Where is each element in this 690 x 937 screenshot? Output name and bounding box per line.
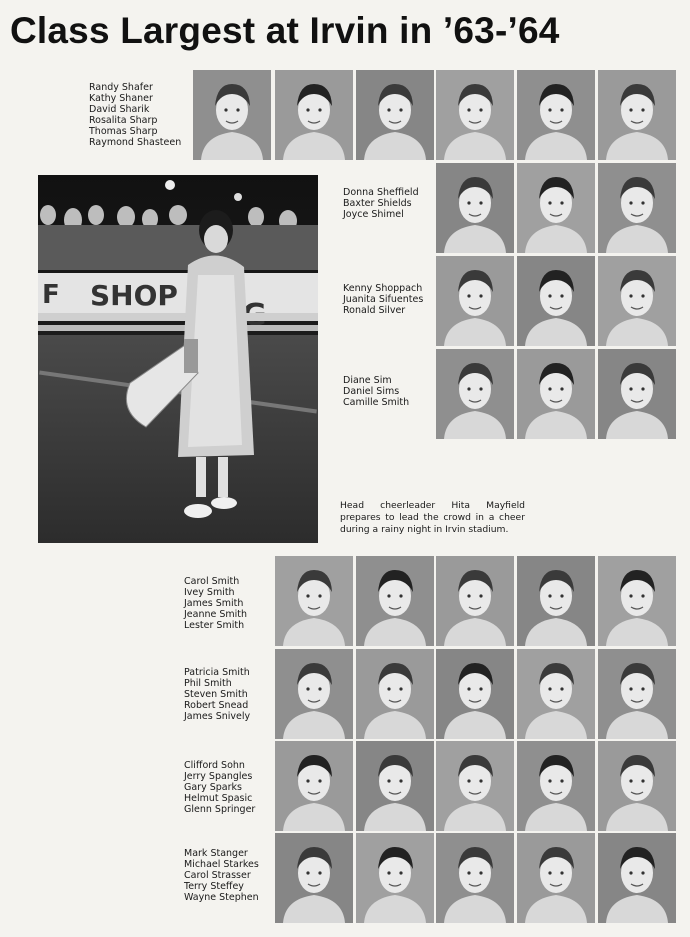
student-name: Baxter Shields [343,197,412,209]
student-name: Donna Sheffield [343,187,419,198]
student-name: Raymond Shasteen [89,136,182,148]
student-name: Wayne Stephen [184,891,259,903]
student-portrait [517,833,595,923]
student-name: Diane Sim [343,375,392,386]
student-name: David Sharik [89,103,150,115]
student-portrait [436,649,514,739]
student-name: Jerry Spangles [184,770,253,782]
student-portrait [436,556,514,646]
student-name: Camille Smith [343,396,410,408]
student-portrait [275,649,353,739]
student-name: Ivey Smith [184,586,235,598]
student-portrait [517,649,595,739]
student-name: Daniel Sims [343,385,400,397]
cheerleader-photo [38,175,318,543]
student-name: Phil Smith [184,677,232,689]
student-portrait [598,649,676,739]
student-portrait [436,70,514,160]
student-name: Juanita Sifuentes [343,293,424,305]
student-portrait [517,70,595,160]
student-portrait [598,163,676,253]
name-list-row1 [89,83,181,148]
student-name: Steven Smith [184,688,248,700]
name-list-row4 [343,376,409,409]
student-name: Glenn Springer [184,803,256,815]
student-name: Helmut Spasic [184,792,253,804]
student-portrait [598,556,676,646]
student-name: Kathy Shaner [89,92,153,104]
student-portrait [275,556,353,646]
student-name: Mark Stanger [184,848,248,859]
student-portrait [356,649,434,739]
student-portrait [356,741,434,831]
student-name: Patricia Smith [184,667,250,678]
svg-text:F: F [42,280,60,310]
page-title: Class Largest at Irvin in ’63-’64 [10,10,560,51]
student-portrait [275,741,353,831]
student-portrait [436,833,514,923]
name-list-row2 [343,188,419,221]
student-portrait [517,163,595,253]
student-portrait [598,256,676,346]
name-list-row6 [184,668,250,723]
student-name: Rosalita Sharp [89,114,158,126]
student-portrait [517,741,595,831]
student-portrait [598,741,676,831]
student-portrait [436,256,514,346]
student-name: Gary Sparks [184,781,242,793]
photo-caption: Head cheerleader Hita Mayfield prepares to lead the crowd in a cheer during a rainy night in Irvin stadium. [340,500,525,535]
student-name: Carol Strasser [184,869,251,881]
student-portrait [598,349,676,439]
name-list-row5 [184,577,247,632]
student-portrait [436,163,514,253]
student-name: Joyce Shimel [343,208,404,220]
student-name: Clifford Sohn [184,760,245,771]
student-name: Terry Steffey [184,880,244,892]
student-portrait [356,833,434,923]
student-portrait [517,556,595,646]
student-name: Kenny Shoppach [343,283,423,294]
student-name: Robert Snead [184,699,249,711]
student-portrait [517,349,595,439]
student-name: Randy Shafer [89,82,153,93]
student-name: Jeanne Smith [184,608,248,620]
student-portrait [193,70,271,160]
student-portrait [436,741,514,831]
student-name: James Snively [184,710,251,722]
name-list-row3 [343,284,423,317]
student-name: Thomas Sharp [89,125,158,137]
student-portrait [275,70,353,160]
name-list-row8 [184,849,259,904]
student-portrait [436,349,514,439]
student-name: Lester Smith [184,619,245,631]
stadium-sign-text: SHOP [90,279,178,312]
student-name: James Smith [184,597,244,609]
student-portrait [275,833,353,923]
student-name: Ronald Silver [343,304,406,316]
student-portrait [517,256,595,346]
student-name: Michael Starkes [184,858,259,870]
student-portrait [598,70,676,160]
student-portrait [598,833,676,923]
name-list-row7 [184,761,255,816]
student-portrait [356,556,434,646]
student-portrait [356,70,434,160]
student-name: Carol Smith [184,576,240,587]
